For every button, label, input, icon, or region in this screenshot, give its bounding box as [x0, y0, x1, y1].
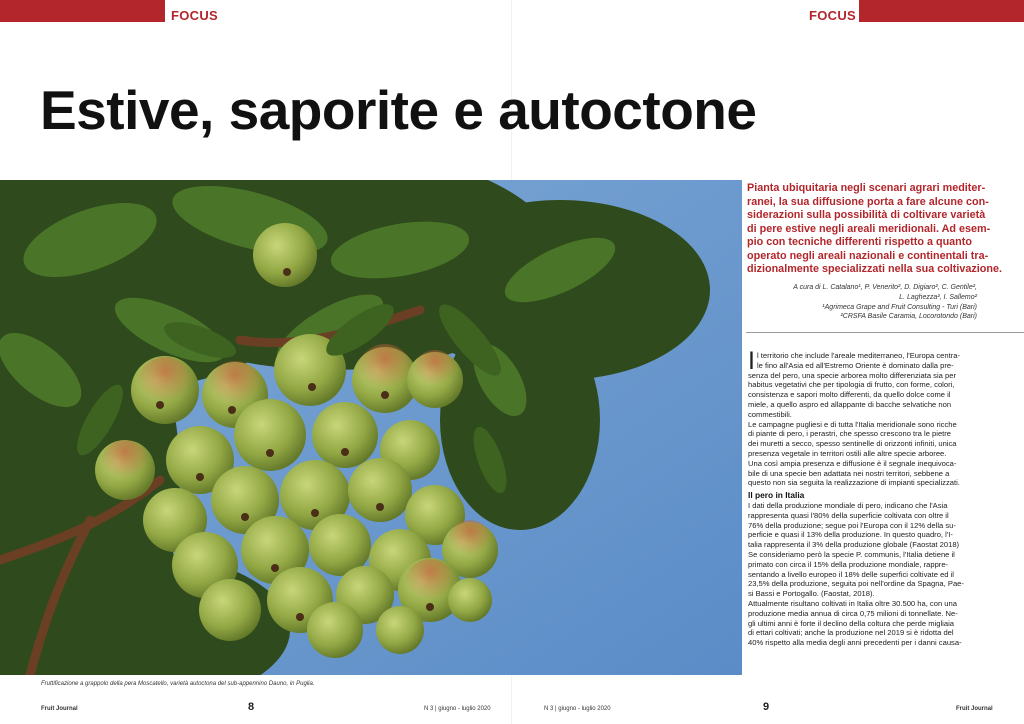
- author-line: ²CRSFA Basile Caramia, Locorotondo (Bari): [840, 313, 977, 321]
- body-line: perficie e quasi il 13% della produzione. In questo quadro, l'I-: [748, 530, 953, 540]
- section-color-bar-left: [0, 0, 165, 22]
- body-line: consistenza e sapori molto differenti, da quello dolce come il: [748, 390, 951, 400]
- body-section: [748, 501, 976, 648]
- body-line: gli ultimi anni è forte il declino della coltura che perde migliaia: [748, 618, 954, 628]
- lead-line: operato negli areali nazionali e continentali tra-: [747, 249, 989, 262]
- body-line: Le campagne pugliesi e di tutta l'Italia meridionale sono ricche: [748, 419, 957, 429]
- body-line: commestibili.: [748, 409, 792, 419]
- footer-issue-right: N 3 | giugno - luglio 2020: [544, 706, 611, 712]
- body-line: 40% rispetto alla media degli anni precedenti per i danni causa-: [748, 638, 962, 648]
- body-line: questo non sia seguita la realizzazione di impianti specializzati.: [748, 478, 960, 488]
- lead-line: di pere estive negli areali meridionali. Ad esem-: [747, 222, 991, 235]
- body-line: sentando a livello europeo il 18% delle superfici coltivate ed il: [748, 569, 954, 579]
- author-line: A cura di L. Catalano¹, P. Venerito², D. Digiaro², C. Gentile²,: [793, 284, 977, 291]
- author-line: ¹Agrimeca Grape and Fruit Consulting - Turi (Bari): [822, 303, 977, 311]
- body-line: senza del pero, una specie arborea molto differenziata sia per: [748, 370, 956, 380]
- lead-line: ranei, la sua diffusione porta a fare alcune con-: [747, 195, 989, 208]
- pear-cluster-photo: [0, 180, 742, 675]
- lead-line: dizionalmente specializzati nella sua coltivazione.: [747, 263, 1003, 275]
- section-color-bar-right: [859, 0, 1024, 22]
- body-line: di ettari coltivati; anche la produzione nel 2019 si è ridotta del: [748, 628, 954, 638]
- article-body: [748, 347, 976, 648]
- article-title: Estive, saporite e autoctone: [40, 79, 757, 141]
- body-intro: [748, 347, 976, 488]
- body-line: presenza vegetale in territori ostili alle altre specie arboree.: [748, 448, 947, 458]
- drop-cap: I: [748, 347, 755, 375]
- section-heading: Il pero in Italia: [748, 490, 805, 501]
- body-line: I dati della produzione mondiale di pero, indicano che l'Asia: [748, 500, 948, 510]
- footer-magazine-name-right: Fruit Journal: [956, 706, 993, 712]
- lead-line: siderazioni sulla possibilità di coltivare varietà: [747, 209, 986, 221]
- body-line: produzione media annua di circa 0,75 milioni di tonnellate. Ne-: [748, 608, 958, 618]
- page-number-left: 8: [248, 701, 255, 713]
- author-line: L. Laghezza², I. Sallemo²: [899, 293, 977, 301]
- article-lead: [747, 182, 1003, 277]
- lead-divider: [746, 332, 1024, 333]
- body-line: rappresenta quasi l'80% della superficie coltivata con oltre il: [748, 510, 949, 520]
- section-label-left: FOCUS: [171, 8, 218, 23]
- lead-line: pio con tecniche differenti rispetto a quanto: [747, 236, 972, 248]
- footer-issue-left: N 3 | giugno - luglio 2020: [424, 706, 491, 712]
- body-line: Una così ampia presenza e diffusione è il segnale inequivoca-: [748, 458, 957, 468]
- body-line: talia rappresenta il 3% della produzione globale (Faostat 2018): [748, 540, 960, 550]
- body-line: 76% della produzione; segue poi l'Europa con il 12% della su-: [748, 520, 956, 530]
- body-line: miele, a quello aspro ed allappante di bacche selvatiche non: [748, 399, 952, 409]
- body-line: le fino all'Asia ed all'Estremo Oriente è dominato dalla pre-: [757, 360, 954, 370]
- body-line: Se consideriamo però la specie P. communis, l'Italia detiene il: [748, 549, 955, 559]
- body-line: si Bassi e Portogallo. (Faostat, 2018).: [748, 589, 875, 599]
- footer-magazine-name-left: Fruit Journal: [41, 706, 78, 712]
- body-line: bile di una specie ben adattata nei nostri territori, sebbene a: [748, 468, 950, 478]
- body-line: dei muretti a secco, spesso sentinelle di orizzonti infiniti, unica: [748, 439, 957, 449]
- body-line: Attualmente risultano coltivati in Italia oltre 30.500 ha, con una: [748, 598, 957, 608]
- page-number-right: 9: [763, 701, 770, 713]
- body-line: primato con circa il 15% della produzione mondiale, rappre-: [748, 559, 949, 569]
- photo-caption: Fruttificazione a grappolo della pera Moscatello, varietà autoctona del sub-appennino Dauno, in Puglia.: [41, 681, 315, 687]
- body-line: habitus vegetativi che per tipologia di frutto, con forme, colori,: [748, 380, 955, 390]
- body-line: l territorio che include l'areale mediterraneo, l'Europa centra-: [757, 351, 960, 360]
- section-label-right: FOCUS: [809, 8, 856, 23]
- body-line: 23,5% della produzione, seguita poi nell'ordine da Spagna, Pae-: [748, 579, 964, 589]
- lead-line: Pianta ubiquitaria negli scenari agrari mediter-: [747, 182, 986, 194]
- article-authors: [747, 283, 977, 322]
- body-line: di piante di pero, i perastri, che spesso crescono tra le pietre: [748, 429, 952, 439]
